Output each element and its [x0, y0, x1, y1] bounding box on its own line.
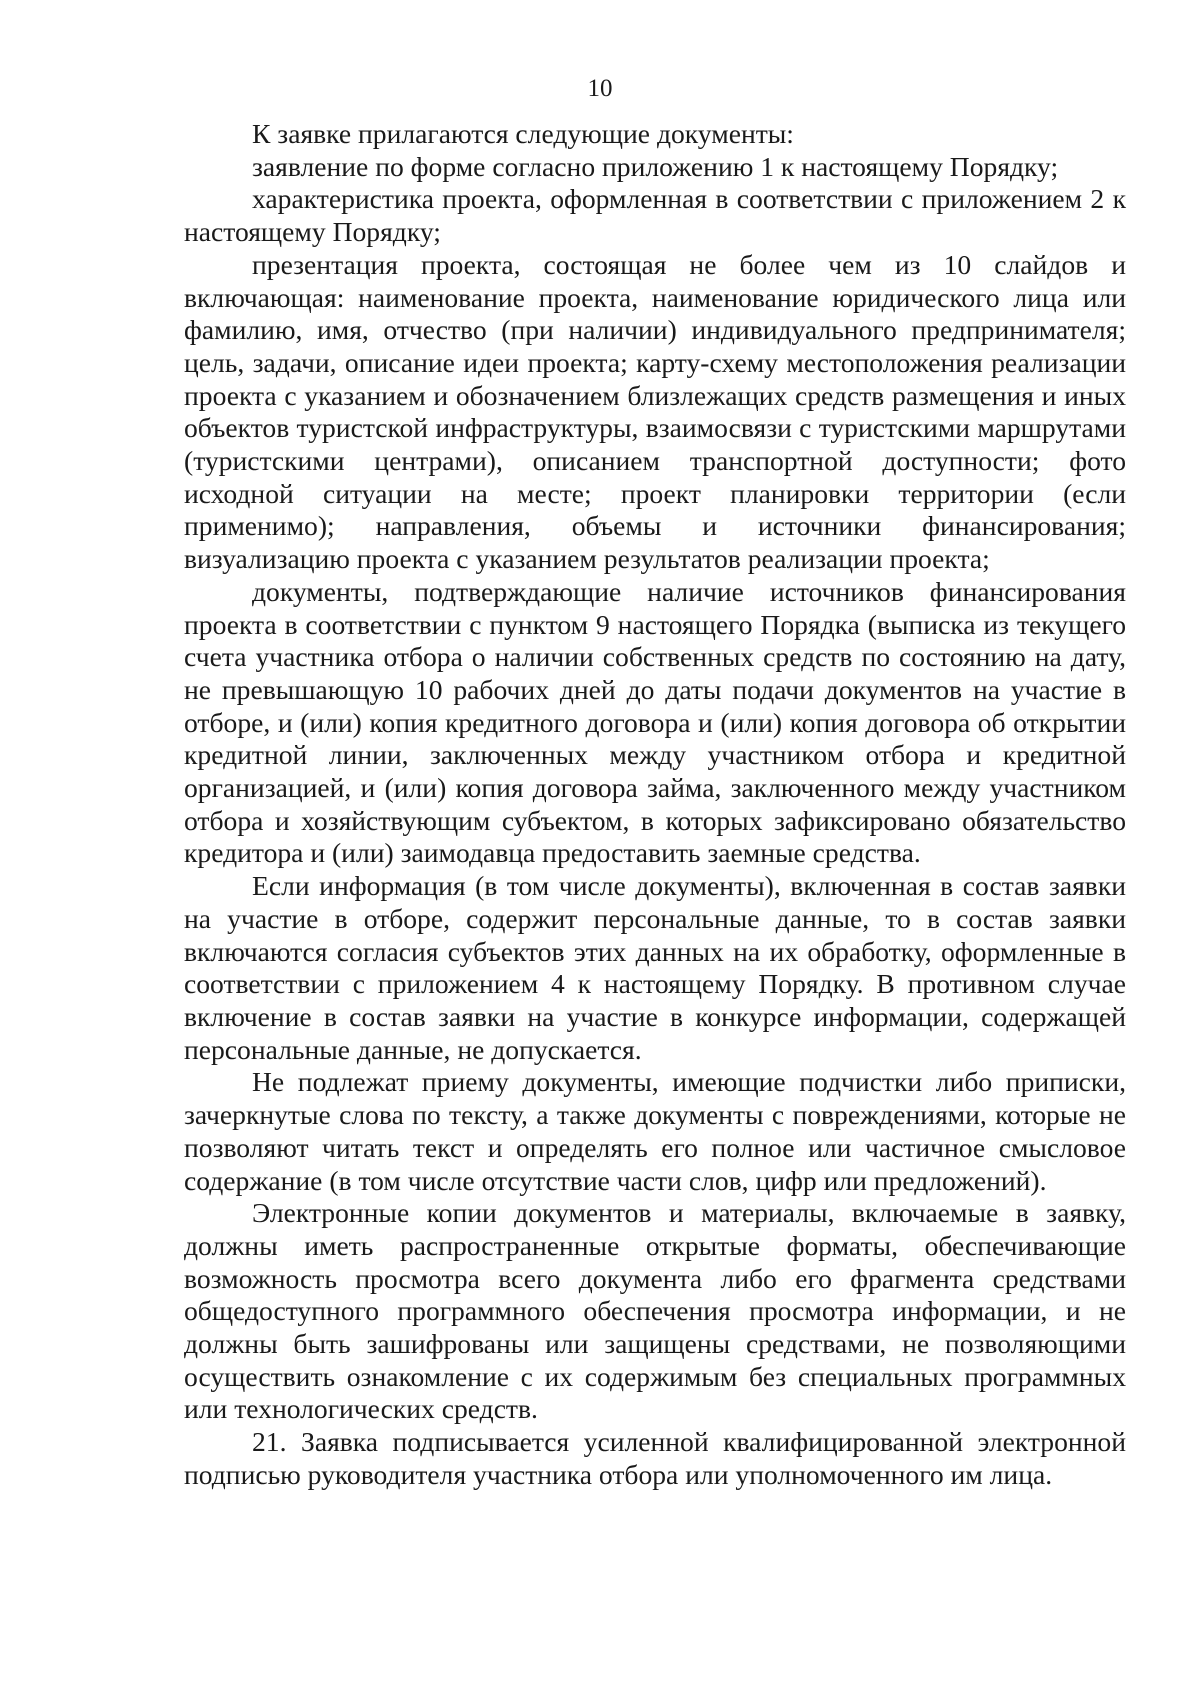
page-number: 10 — [587, 75, 613, 102]
paragraph-signature-requirement: 21. Заявка подписывается усиленной квалифицированной электронной подписью руководителя участника отбора или уполномоченного им лица. — [184, 1426, 1126, 1490]
paragraph-project-presentation: презентация проекта, состоящая не более чем из 10 слайдов и включающая: наименование проекта, наименование юридического лица или фамилию, имя, отчество (при наличии) индивидуального предпринимателя; цель, задачи, описание идеи проекта; карту-схему местоположения реализации проекта с указанием и обозначением близлежащих средств размещения и иных объектов туристской инфраструктуры, взаимосвязи с туристскими маршрутами (туристскими центрами), описанием транспортной доступности; фото исходной ситуации на месте; проект планировки территории (если применимо); направления, объемы и источники финансирования; визуализацию проекта с указанием результатов реализации проекта; — [184, 248, 1126, 575]
paragraph-personal-data: Если информация (в том числе документы), включенная в состав заявки на участие в отборе, содержит персональные данные, то в состав заявки включаются согласия субъектов этих данных на их обработку, оформленные в соответствии с приложением 4 к настоящему Порядку. В противном случае включение в состав заявки на участие в конкурсе информации, содержащей персональные данные, не допускается. — [184, 870, 1126, 1065]
paragraph-application-form: заявление по форме согласно приложению 1 к настоящему Порядку; — [252, 150, 1059, 182]
paragraph-electronic-copies: Электронные копии документов и материалы, включаемые в заявку, должны иметь распространенные открытые форматы, обеспечивающие возможность просмотра всего документа либо его фрагмента средствами общедоступного программного обеспечения просмотра информации, и не должны быть зашифрованы или защищены средствами, не позволяющими осуществить ознакомление с их содержимым без специальных программных или технологических средств. — [184, 1197, 1126, 1425]
paragraph-rejected-documents: Не подлежат приему документы, имеющие подчистки либо приписки, зачеркнутые слова по тексту, а также документы с повреждениями, которые не позволяют читать текст и определять его полное или частичное смысловое содержание (в том числе отсутствие части слов, цифр или предложений). — [184, 1066, 1126, 1196]
paragraph-financing-documents: документы, подтверждающие наличие источников финансирования проекта в соответствии с пунктом 9 настоящего Порядка (выписка из текущего счета участника отбора о наличии собственных средств по состоянию на дату, не превышающую 10 рабочих дней до даты подачи документов на участие в отборе, и (или) копия кредитного договора и (или) копия договора об открытии кредитной линии, заключенных между участником отбора и кредитной организацией, и (или) копия договора займа, заключенного между участником отбора и хозяйствующим субъектом, в которых зафиксировано обязательство кредитора и (или) заимодавца предоставить заемные средства. — [184, 575, 1126, 869]
document-body — [184, 118, 1126, 1492]
paragraph-attachments-intro: К заявке прилагаются следующие документы: — [252, 118, 794, 149]
paragraph-project-characteristics: характеристика проекта, оформленная в соответствии с приложением 2 к настоящему Порядку; — [184, 183, 1126, 248]
